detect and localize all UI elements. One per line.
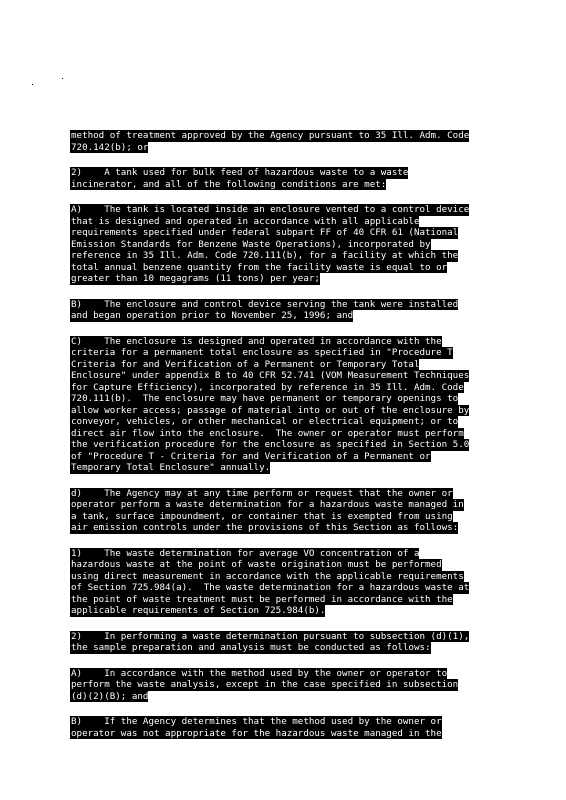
- scan-speck: [62, 78, 63, 79]
- text-line: the point of waste treatment must be performed in accordance with the: [71, 593, 453, 605]
- text-line: operator was not appropriate for the hazardous waste managed in the: [71, 727, 442, 739]
- text-line: A) In accordance with the method used by the owner or operator to: [71, 667, 448, 679]
- paragraph-d2-item-a: [70, 668, 506, 703]
- text-line: using direct measurement in accordance with the applicable requirements: [71, 570, 464, 582]
- text-line: perform the waste analysis, except in the case specified in subsection: [71, 679, 459, 690]
- text-line: (d)(2)(B); and: [71, 690, 149, 702]
- text-line: applicable requirements of Section 725.984(b).: [71, 605, 326, 616]
- text-line: 720.111(b). The enclosure may have permanent or temporary openings to: [71, 393, 459, 404]
- text-line: Temporary Total Enclosure" annually.: [71, 462, 271, 473]
- text-line: B) The enclosure and control device serving the tank were installed: [71, 298, 459, 310]
- text-line: incinerator, and all of the following conditions are met:: [71, 178, 387, 190]
- paragraph-item-b: [70, 299, 506, 322]
- text-line: 1) The waste determination for average VO concentration of a: [71, 547, 420, 559]
- text-line: that is designed and operated in accordance with all applicable: [71, 215, 420, 227]
- paragraph-item-a: [70, 204, 506, 285]
- text-line: d) The Agency may at any time perform or request that the owner or: [71, 487, 453, 499]
- paragraph-subsection-d: [70, 488, 506, 534]
- text-line: of Section 725.984(a). The waste determination for a hazardous waste at: [71, 582, 470, 593]
- text-line: direct air flow into the enclosure. The owner or operator must perform: [71, 427, 464, 439]
- text-line: Emission Standards for Benzene Waste Operations), incorporated by: [71, 238, 431, 250]
- text-line: allow worker access; passage of material into or out of the enclosure by: [71, 404, 470, 416]
- text-line: criteria for a permanent total enclosure as specified in "Procedure T: [71, 347, 453, 358]
- text-line: 2) In performing a waste determination pursuant to subsection (d)(1),: [71, 630, 470, 642]
- text-line: air emission controls under the provisions of this Section as follows:: [71, 522, 459, 533]
- text-line: reference in 35 Ill. Adm. Code 720.111(b), for a facility at which the: [71, 250, 459, 261]
- text-line: hazardous waste at the point of waste origination must be performed: [71, 559, 442, 570]
- text-line: method of treatment approved by the Agency pursuant to 35 Ill. Adm. Code: [71, 130, 470, 141]
- text-line: A) The tank is located inside an enclosure vented to a control device: [71, 204, 470, 215]
- text-line: the sample preparation and analysis must be conducted as follows:: [71, 642, 431, 653]
- text-line: operator perform a waste determination for a hazardous waste managed in: [71, 499, 464, 510]
- paragraph-item-c: [70, 336, 506, 474]
- text-line: total annual benzene quantity from the facility waste is equal to or: [71, 261, 448, 273]
- text-line: B) If the Agency determines that the method used by the owner or: [71, 716, 442, 727]
- text-line: requirements specified under federal subpart FF of 40 CFR 61 (National: [71, 227, 459, 238]
- text-line: C) The enclosure is designed and operated in accordance with the: [71, 335, 442, 347]
- text-line: Criteria for and Verification of a Permanent or Temporary Total: [71, 358, 420, 370]
- paragraph-method-of-treatment: [70, 130, 506, 153]
- document-body: [70, 130, 506, 753]
- text-line: greater than 10 megagrams (11 tons) per year;: [71, 273, 320, 284]
- text-line: 720.142(b); or: [71, 141, 149, 153]
- paragraph-d-item-1: [70, 548, 506, 617]
- text-line: for Capture Efficiency), incorporated by reference in 35 Ill. Adm. Code: [71, 381, 464, 393]
- paragraph-item-2: [70, 167, 506, 190]
- scan-specks: [28, 76, 78, 88]
- paragraph-d2-item-b: [70, 716, 506, 739]
- text-line: and began operation prior to November 25, 1996; and: [71, 310, 354, 321]
- text-line: a tank, surface impoundment, or container that is exempted from using: [71, 510, 453, 522]
- text-line: of "Procedure T - Criteria for and Verification of a Permanent or: [71, 450, 431, 462]
- paragraph-d-item-2: [70, 631, 506, 654]
- text-line: Enclosure" under appendix B to 40 CFR 52.741 (VOM Measurement Techniques: [71, 370, 470, 381]
- text-line: the verification procedure for the enclosure as specified in Section 5.0: [71, 439, 470, 450]
- text-line: 2) A tank used for bulk feed of hazardous waste to a waste: [71, 167, 409, 178]
- scan-speck: [32, 84, 33, 85]
- text-line: conveyor, vehicles, or other mechanical or electrical equipment; or to: [71, 416, 459, 427]
